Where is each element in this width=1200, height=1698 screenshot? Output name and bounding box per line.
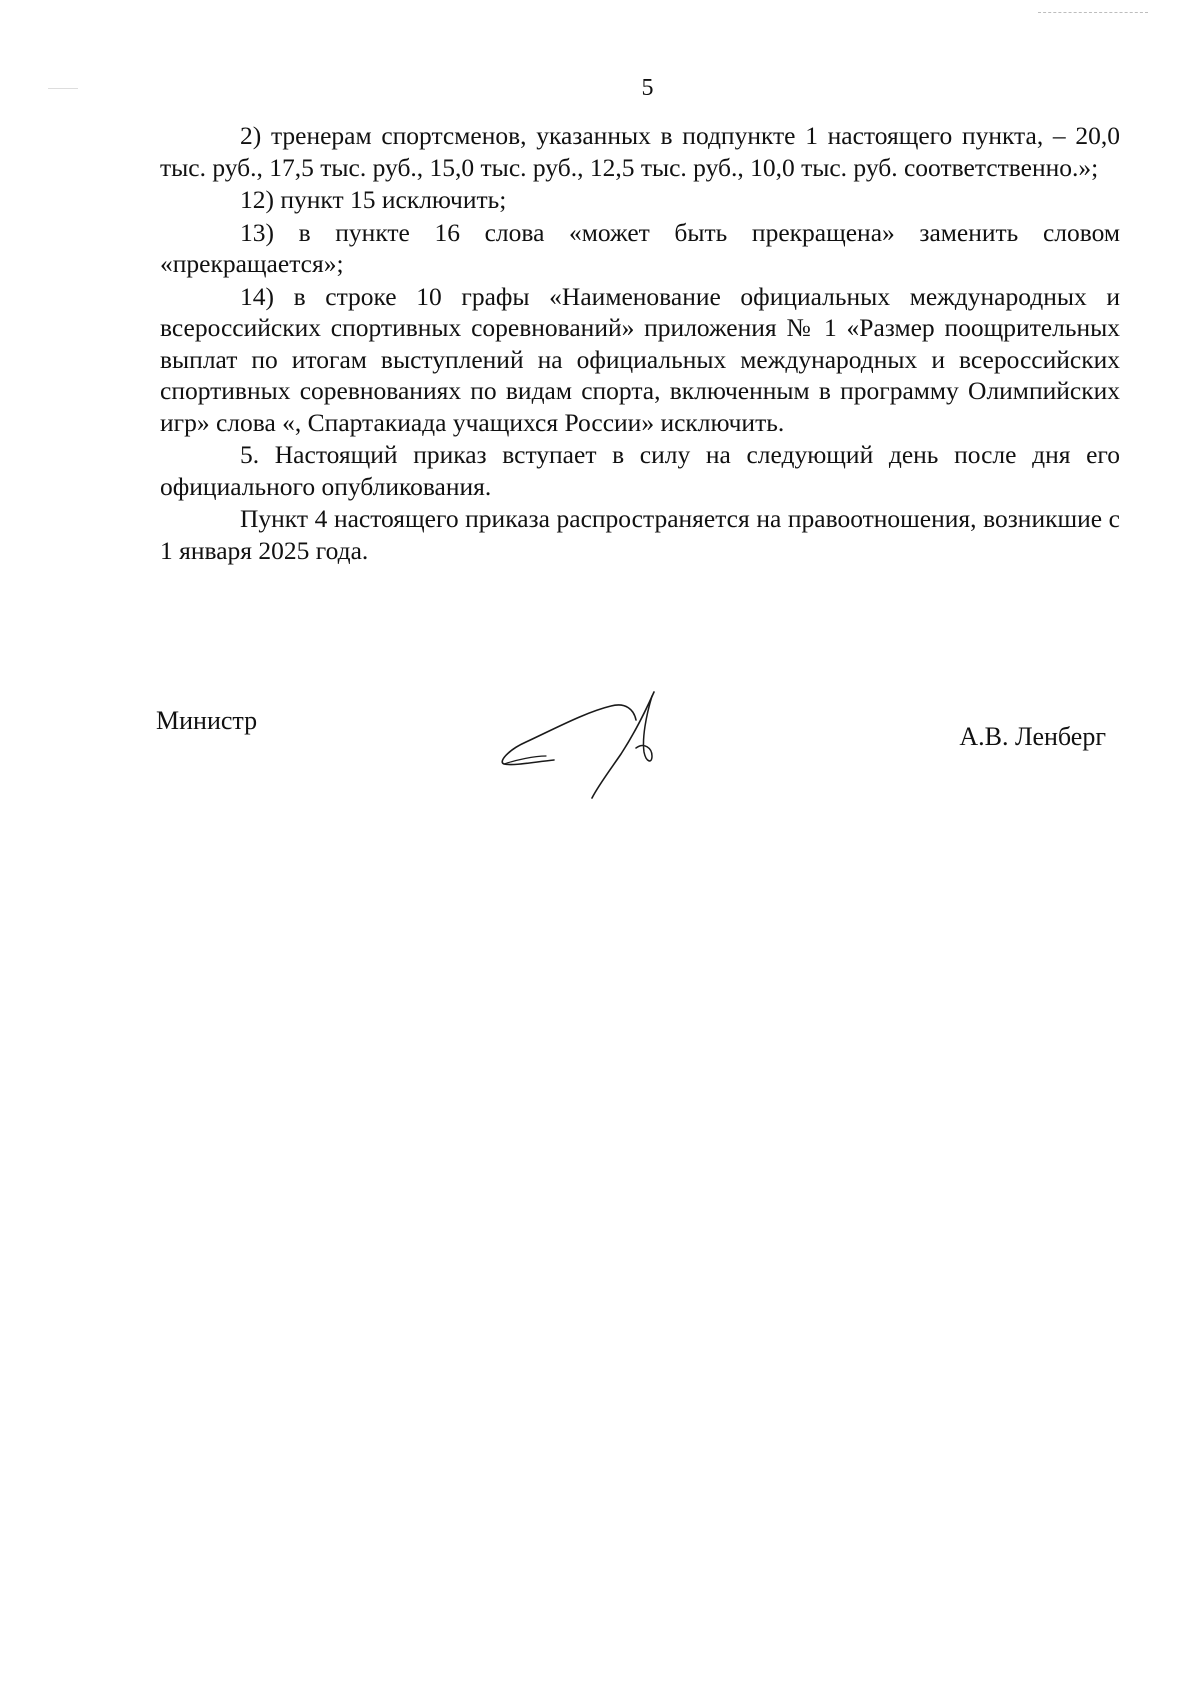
paragraph-item-12: 12) пункт 15 исключить; xyxy=(240,185,507,214)
document-body xyxy=(160,120,1120,567)
scan-artifact-line xyxy=(1038,12,1148,13)
signatory-position: Министр xyxy=(156,706,258,735)
paragraph-item-13: 13) в пункте 16 слова «может быть прекращена» заменить словом «прекращается»; xyxy=(160,217,1120,278)
signature-block xyxy=(156,690,1106,810)
handwritten-signature xyxy=(486,690,686,800)
paragraph-effective-date: 5. Настоящий приказ вступает в силу на следующий день после дня его официального опубликования. xyxy=(160,440,1120,501)
paragraph-retroactive-clause: Пункт 4 настоящего приказа распространяется на правоотношения, возникшие с 1 января 2025 года. xyxy=(160,504,1120,565)
signatory-name: А.В. Ленберг xyxy=(959,722,1106,751)
paragraph-item-14: 14) в строке 10 графы «Наименование официальных международных и всероссийских спортивных соревнований» приложения № 1 «Размер поощрительных выплат по итогам выступлений на официальных международных и всероссийских спортивных соревнованиях по видам спорта, включенным в программу Олимпийских игр» слова «, Спартакиада учащихся России» исключить. xyxy=(160,281,1120,437)
paragraph-coaches-payments: 2) тренерам спортсменов, указанных в подпункте 1 настоящего пункта, – 20,0 тыс. руб., 17,5 тыс. руб., 15,0 тыс. руб., 12,5 тыс. руб., 10,0 тыс. руб. соответственно.»; xyxy=(160,121,1120,182)
page-number: 5 xyxy=(641,75,654,101)
